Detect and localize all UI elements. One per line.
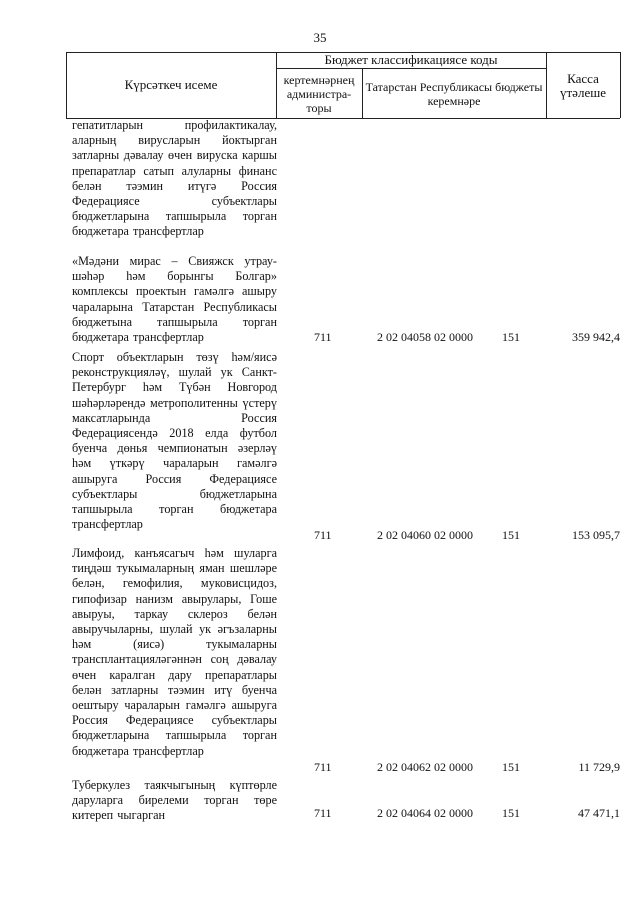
table-header xyxy=(66,52,620,118)
column-header-budget-revenue: Татарстан Республикасы бюджеты керемнәре xyxy=(365,79,543,108)
budget-code: 2 02 04058 02 0000 xyxy=(377,330,473,344)
row-description: Туберкулез таякчыгының күптөрле даруларга бирелеми торган төре китереп чыгарган xyxy=(72,778,277,823)
type-code: 151 xyxy=(502,330,520,344)
column-header-admin: кертемнәрнең администра-торы xyxy=(283,72,355,115)
column-header-cash: Касса үтәлеше xyxy=(560,71,606,100)
row-description: «Мәдәни мирас – Свияжск утрау-шәһәр һәм борынгы Болгар» комплексы проектын гамәлгә ашыру чараларына Татарстан Республикасы бюджетына тапшырыла торган бюджетара трансфертлар xyxy=(72,254,277,345)
page-number: 35 xyxy=(313,30,327,45)
column-header-indicator: Күрсәткеч исеме xyxy=(124,77,218,92)
row-description: Спорт объектларын төзү һәм/яисә реконструкцияләү, шулай ук Санкт-Петербург һәм Түбән Новгород шәһәрләрендә метрополитенны үстерү максатларында Россия Федерациясендә 2018 елда футбол буенча дөнья чемпионатын әзерләү һәм үткәрү чараларын гамәлгә ашыруга Россия Федерациясе субъектлары бюджетларына тапшырыла торган бюджетара трансфертлар xyxy=(72,350,277,532)
type-code: 151 xyxy=(502,528,520,542)
budget-code: 2 02 04062 02 0000 xyxy=(377,760,473,774)
budget-code: 2 02 04064 02 0000 xyxy=(377,806,473,820)
type-code: 151 xyxy=(502,760,520,774)
admin-code: 711 xyxy=(314,528,332,542)
cash-amount: 47 471,1 xyxy=(578,806,620,820)
column-group-budget-code: Бюджет классификациясе коды xyxy=(324,52,498,67)
admin-code: 711 xyxy=(314,760,332,774)
admin-code: 711 xyxy=(314,330,332,344)
budget-code: 2 02 04060 02 0000 xyxy=(377,528,473,542)
admin-code: 711 xyxy=(314,806,332,820)
cash-amount: 11 729,9 xyxy=(578,760,620,774)
cash-amount: 153 095,7 xyxy=(572,528,620,542)
row-description: гепатитларын профилактикалау, аларның вирусларын йоктырган затларны дәвалау өчен вируска каршы препаратлар сатып алуларны финанс белән тәэмин итүгә Россия Федерациясе субъектлары бюджетларына тапшырыла торган бюджетара трансфертлар xyxy=(72,118,277,239)
row-description: Лимфоид, канъясагыч һәм шуларга тиңдәш тукымаларның яман шешләре белән, гемофилия, муковисцидоз, гипофизар нанизм авырулары, Гоше авыруы, таркау склероз белән авыручыларны, шулай ук әгъзаларны һәм (яисә) тукымаларны трансплантацияләгәннән соң дәвалау өчен каралган дару препаратлары белән затларны тәэмин итү буенча оештыру чараларын гамәлгә ашыруга Россия Федерациясе субъектлары бюджетларына тапшырыла торган бюджетара трансфертлар xyxy=(72,546,277,758)
type-code: 151 xyxy=(502,806,520,820)
cash-amount: 359 942,4 xyxy=(572,330,620,344)
